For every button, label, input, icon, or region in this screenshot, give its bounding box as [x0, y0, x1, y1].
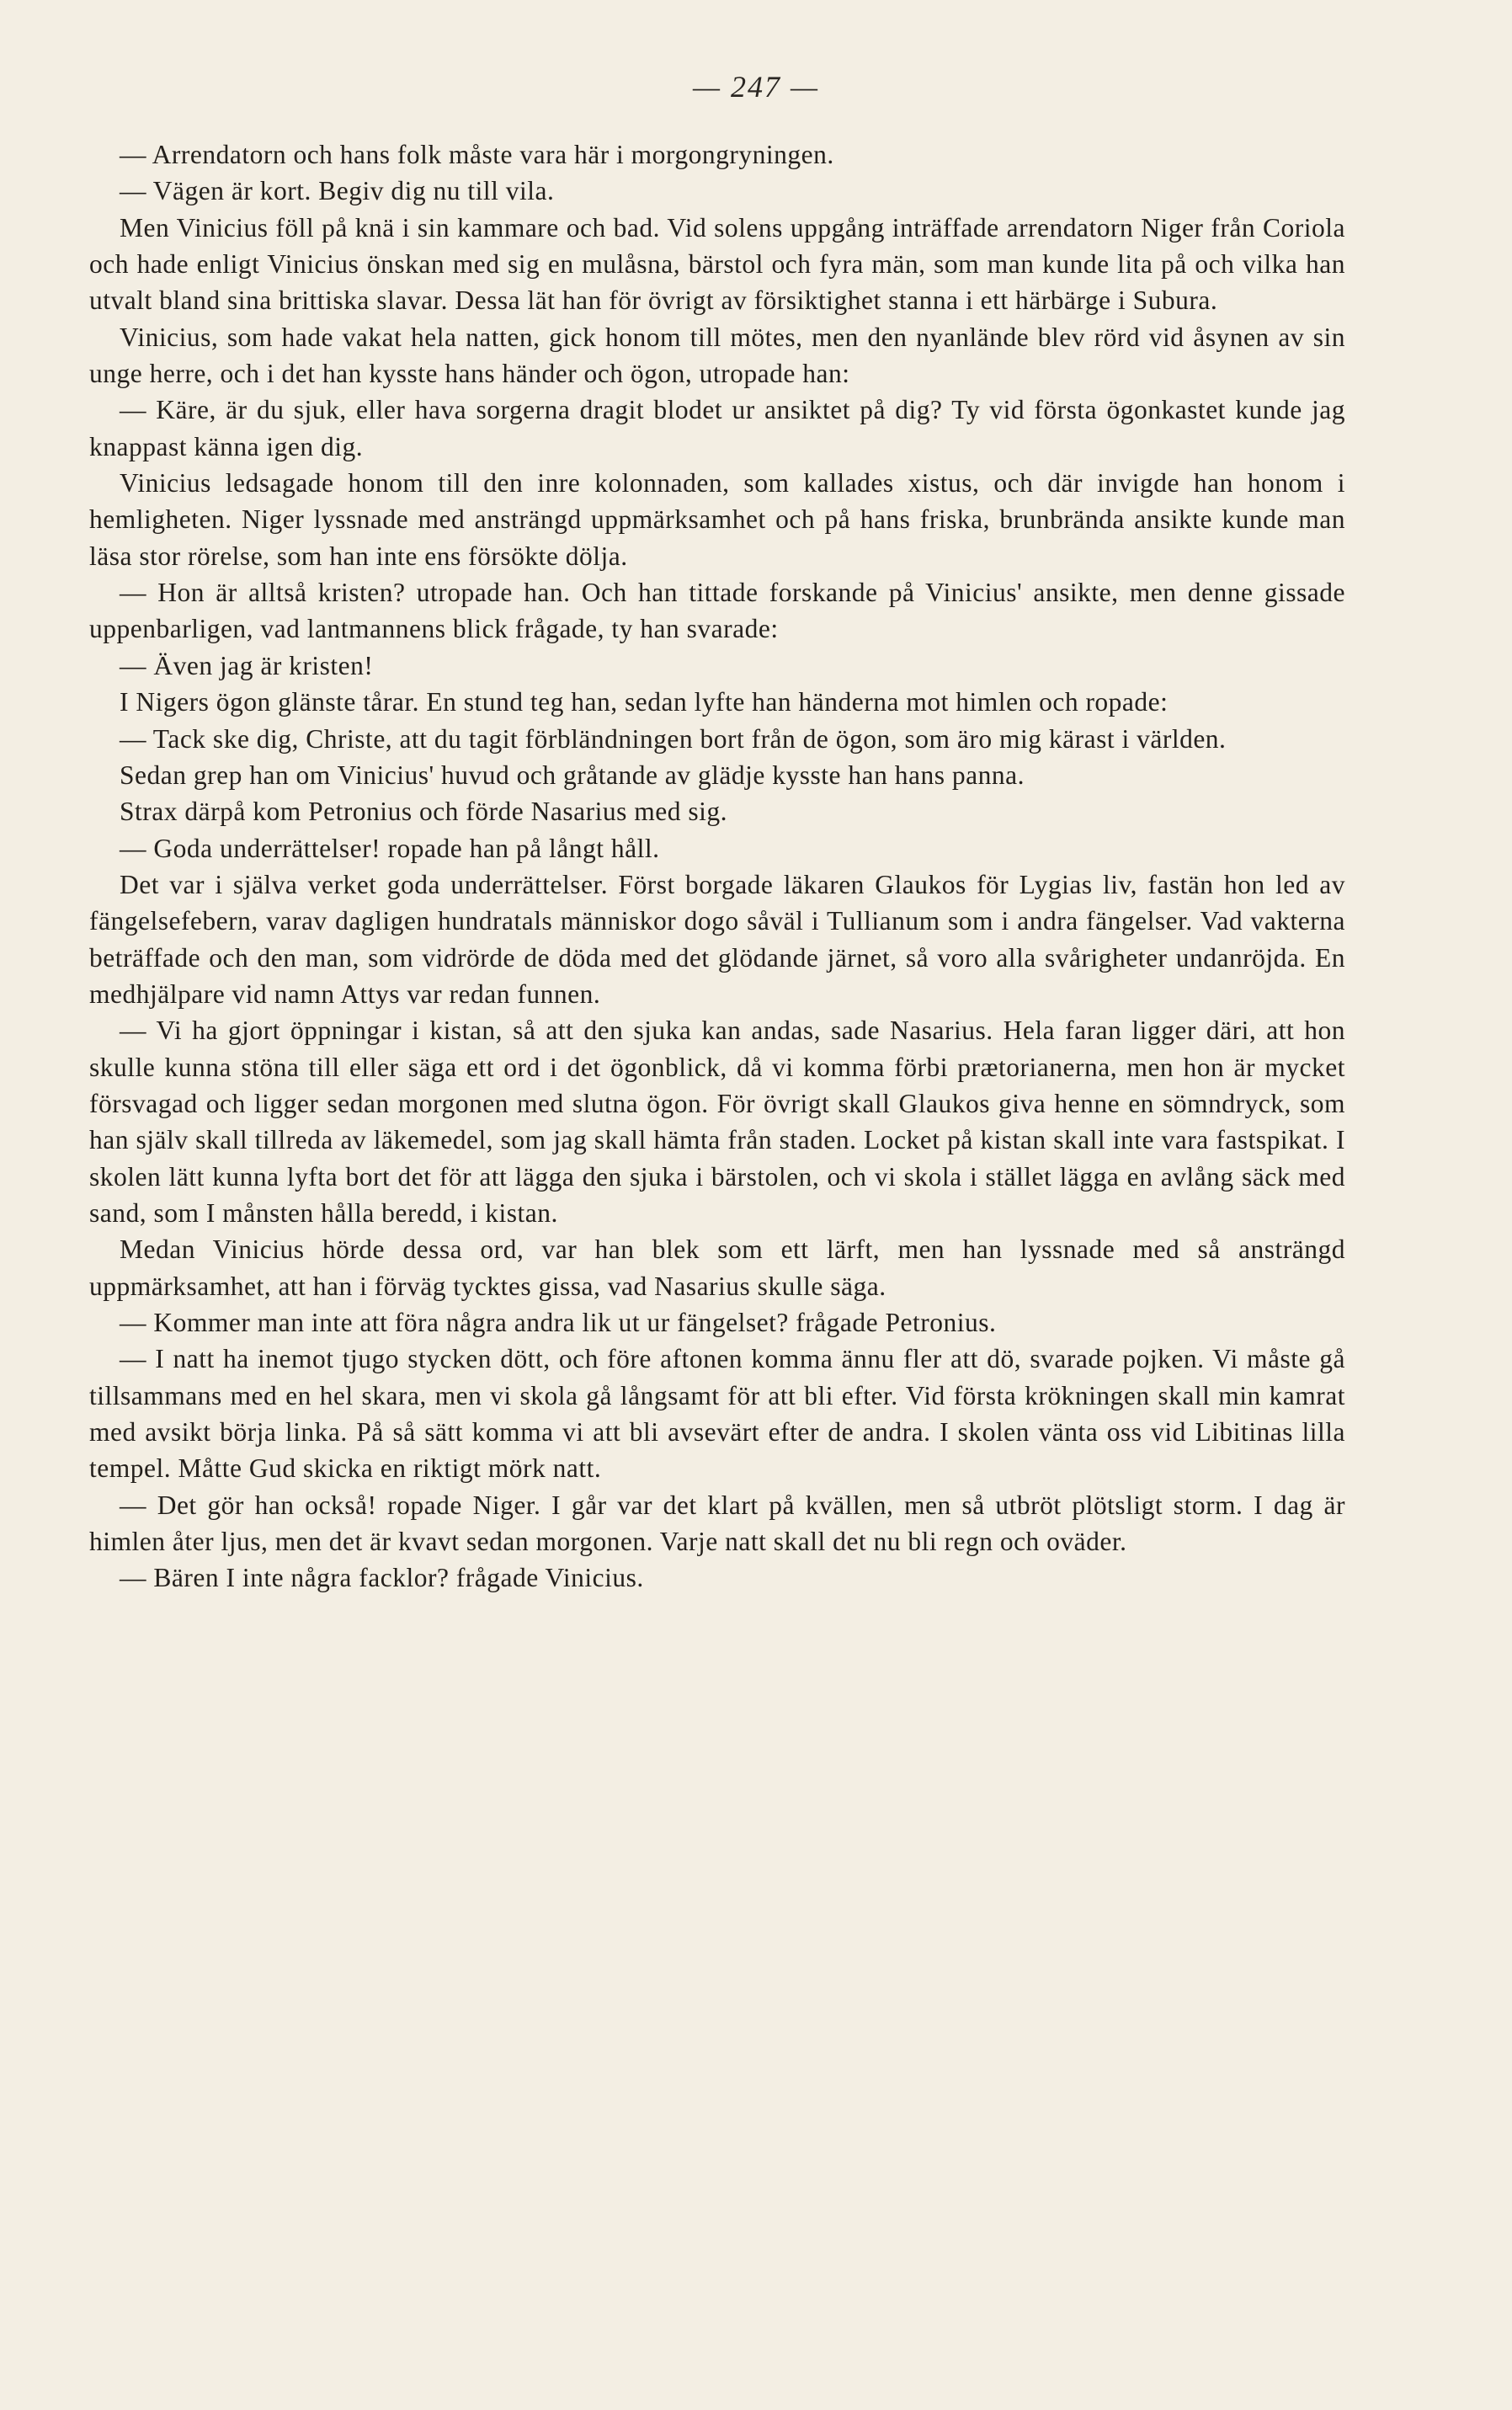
- paragraph: — Kommer man inte att föra några andra lik ut ur fängelset? frågade Petronius.: [120, 1308, 997, 1337]
- paragraph: — Även jag är kristen!: [120, 650, 374, 680]
- paragraph: Sedan grep han om Vinicius' huvud och gråtande av glädje kysste han hans panna.: [120, 760, 1025, 790]
- paragraph: — Det gör han också! ropade Niger. I går var det klart på kvällen, men så utbröt plötsligt storm. I dag är himlen åter ljus, men det är kvavt sedan morgonen. Varje natt skall det nu bli regn och oväder.: [89, 1490, 1345, 1557]
- paragraph: Vinicius, som hade vakat hela natten, gick honom till mötes, men den nyanlände blev rörd vid åsynen av sin unge herre, och i det han kysste hans händer och ögon, utropade han:: [89, 322, 1345, 389]
- page-number: — 247 —: [692, 70, 820, 104]
- paragraph: — I natt ha inemot tjugo stycken dött, och före aftonen komma ännu fler att dö, svarade pojken. Vi måste gå tillsammans med en hel skara, men vi skola gå långsamt för att bli efter. Vid första krökningen skall min kamrat med avsikt börja linka. På så sätt komma vi att bli avsevärt efter de andra. I skolen vänta oss vid Libitinas lilla tempel. Måtte Gud skicka en riktigt mörk natt.: [89, 1344, 1345, 1484]
- paragraph: Vinicius ledsagade honom till den inre kolonnaden, som kallades xistus, och där invigde han honom i hemligheten. Niger lyssnade med ansträngd uppmärksamhet och på hans friska, brunbrända ansikte kunde man läsa stor rörelse, som han inte ens försökte dölja.: [89, 468, 1345, 571]
- paragraph: Medan Vinicius hörde dessa ord, var han blek som ett lärft, men han lyssnade med så ansträngd uppmärksamhet, att han i förväg tycktes gissa, vad Nasarius skulle säga.: [89, 1234, 1345, 1301]
- paragraph: — Tack ske dig, Christe, att du tagit förbländningen bort från de ögon, som äro mig kärast i världen.: [120, 723, 1227, 754]
- paragraph: — Vi ha gjort öppningar i kistan, så att den sjuka kan andas, sade Nasarius. Hela faran ligger däri, att hon skulle kunna stöna till eller säga ett ord i det ögonblick, då vi komma förbi prætorianerna, men hon är mycket försvagad och ligger sedan morgonen med slutna ögon. För övrigt skall Glaukos giva henne en sömndryck, som han själv skall tillreda av läkemedel, som jag skall hämta från staden. Locket på kistan skall inte vara fastspikat. I skolen lätt kunna lyfta bort det för att lägga den sjuka i bärstolen, och vi skola i stället lägga en avlång säck med sand, som I månsten hålla beredd, i kistan.: [89, 1016, 1345, 1228]
- paragraph: — Käre, är du sjuk, eller hava sorgerna dragit blodet ur ansiktet på dig? Ty vid första ögonkastet kunde jag knappast känna igen dig.: [89, 395, 1345, 461]
- body-text: [89, 136, 1345, 1597]
- paragraph: Men Vinicius föll på knä i sin kammare och bad. Vid solens uppgång inträffade arrendatorn Niger från Coriola och hade enligt Vinicius önskan med sig en mulåsna, bärstol och fyra män, som man kunde lita på och vilka han utvalt bland sina brittiska slavar. Dessa lät han för övrigt av försiktighet stanna i ett härbärge i Subura.: [89, 212, 1345, 316]
- paragraph: — Hon är alltså kristen? utropade han. Och han tittade forskande på Vinicius' ansikte, men denne gissade uppenbarligen, vad lantmannens blick frågade, ty han svarade:: [89, 578, 1345, 644]
- paragraph: Strax därpå kom Petronius och förde Nasarius med sig.: [120, 797, 727, 827]
- paragraph: I Nigers ögon glänste tårar. En stund teg han, sedan lyfte han händerna mot himlen och ropade:: [120, 687, 1169, 717]
- paragraph: Det var i själva verket goda underrättelser. Först borgade läkaren Glaukos för Lygias liv, fastän hon led av fängelsefebern, varav dagligen hundratals människor dogo såväl i Tullianum som i andra fängelser. Vad vakterna beträffade och den man, som vidrörde de döda med det glödande järnet, så voro alla svårigheter undanröjda. En medhjälpare vid namn Attys var redan funnen.: [89, 869, 1345, 1009]
- paragraph: — Arrendatorn och hans folk måste vara här i morgongryningen.: [120, 140, 834, 169]
- paragraph: — Bären I inte några facklor? frågade Vinicius.: [120, 1563, 644, 1593]
- paragraph: — Goda underrättelser! ropade han på långt håll.: [120, 833, 660, 863]
- paragraph: — Vägen är kort. Begiv dig nu till vila.: [120, 176, 555, 206]
